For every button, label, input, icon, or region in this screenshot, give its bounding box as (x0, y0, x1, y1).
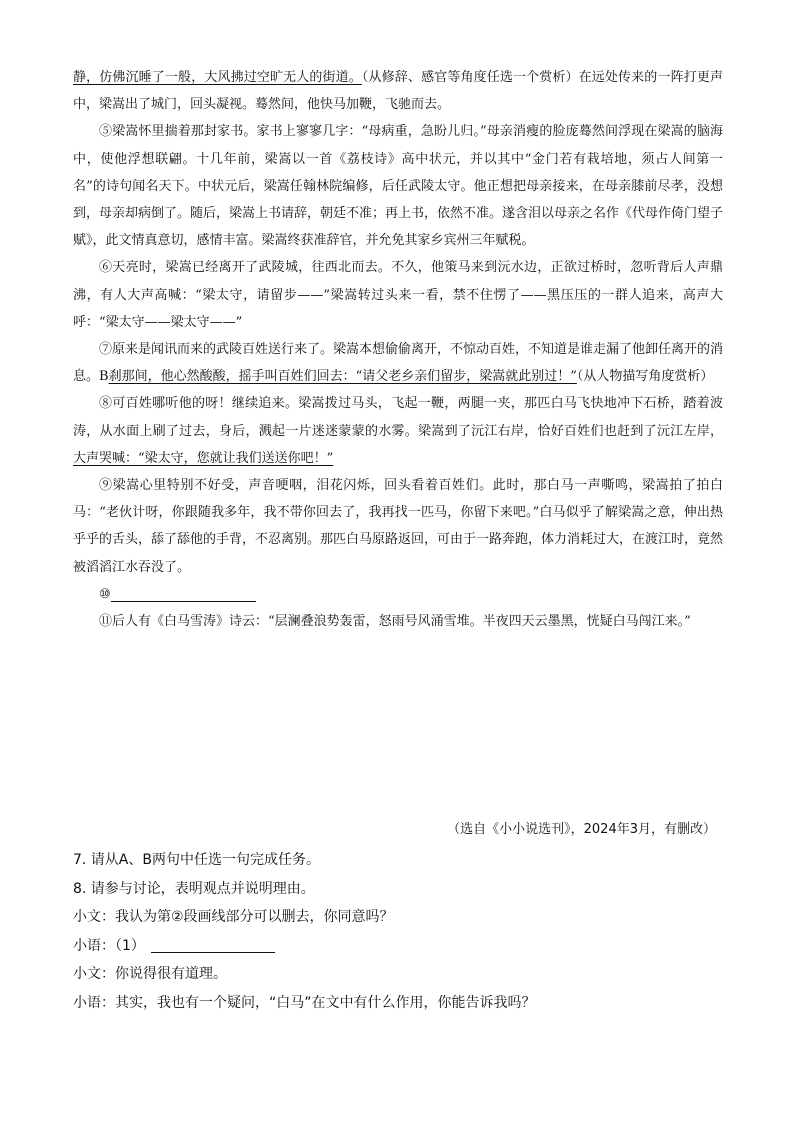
dialogue-line: 小语：其实，我也有一个疑问，“白马”在文中有什么作用，你能告诉我吗？ (73, 994, 536, 1011)
paragraph-10 (73, 581, 723, 608)
paragraph-number: ⑩ (99, 586, 111, 602)
paragraph-5: ⑤梁嵩怀里揣着那封家书。家书上寥寥几字：“母病重，急盼儿归。”母亲消瘦的脸庞蓦然间浮现在梁嵩的脑海中，使他浮想联翩。十几年前，梁嵩以一首《荔枝诗》高中状元，并以其中“金门若有栽培地，须占人间第一名”的诗句闻名天下。中状元后，梁嵩任翰林院编修，后任武陵太守。他正想把母亲接来，在母亲膝前尽孝，没想到，母亲却病倒了。随后，梁嵩上书请辞，朝廷不准；再上书，依然不准。遂含泪以母亲之名作《代母作倚门望子赋》，此文情真意切，感情丰富。梁嵩终获准辞官，并允免其家乡宾州三年赋税。 (73, 124, 724, 249)
underlined-sentence: 大声哭喊：“梁太守，您就让我们送送你吧！” (73, 450, 334, 466)
answer-label: 小语：（1） (73, 937, 145, 954)
paragraph-text: ⑧可百姓哪听他的呀！继续追来。梁嵩拨过马头，飞起一鞭，两腿一夹，那匹白马飞快地冲下石桥，踏着波涛，从水面上刷了过去，身后，溅起一片迷迷蒙蒙的水雾。梁嵩到了沅江右岸，恰好百姓们也赶到了沅江左岸， (73, 396, 723, 439)
dialogue-line: 小文：你说得很有道理。 (73, 966, 227, 983)
paragraph-9: ⑨梁嵩心里特别不好受，声音哽咽，泪花闪烁，回头看着百姓们。此时，那白马一声嘶鸣，梁嵩拍了拍白马：“老伙计呀，你跟随我多年，我不带你回去了，我再找一匹马，你留下来吧。”白马似乎了解梁嵩之意，伸出热乎乎的舌头，舔了舔他的手背，不忍离别。那匹白马原路返回，可由于一路奔跑，体力消耗过大，在渡江时，竟然被滔滔江水吞没了。 (73, 478, 724, 575)
fill-in-blank[interactable] (111, 587, 256, 602)
questions-section (73, 846, 723, 1018)
paragraph-11: ⑪后人有《白马雪涛》诗云：“层澜叠浪势轰雷，怒雨号风涌雪堆。半夜四天云墨黑，恍疑白马闯江来。” (99, 614, 691, 630)
underlined-sentence-a: 静，仿佛沉睡了一般，大风拂过空旷无人的街道。 (73, 70, 362, 85)
answer-blank[interactable] (151, 938, 275, 953)
paragraph-4-end (73, 64, 723, 118)
source-citation: （选自《小小说选刊》，2024年3月，有删改） (447, 822, 716, 837)
question-8: 8. 请参与讨论，表明观点并说明理由。 (73, 880, 315, 897)
dialogue-line: 小文：我认为第②段画线部分可以删去，你同意吗？ (73, 909, 394, 926)
story-text (73, 64, 723, 635)
underlined-sentence-b: 刹那间，他心然酸酸，摇手叫百姓们回去：“请父老乡亲们留步，梁嵩就此别过！” (108, 369, 577, 385)
paragraph-7 (73, 336, 723, 390)
dialogue-line-answer (73, 932, 723, 961)
paragraph-text: （从人物描写角度赏析） (576, 369, 714, 385)
paragraph-text: ⑦原来是闻讯而来的武陵百姓送行来了。梁嵩本想偷偷离开，不惊动百姓，不知道是谁走漏了他卸任离开的消息。B (73, 342, 724, 385)
paragraph-8 (73, 390, 723, 472)
paragraph-6: ⑥天亮时，梁嵩已经离开了武陵城，往西北而去。不久，他策马来到沅水边，正欲过桥时，忽听背后人声鼎沸，有人大声高喊：“梁太守，请留步——”梁嵩转过头来一看，禁不住愣了——黑压压的一群人追来，高声大呼：“梁太守——梁太守——” (73, 260, 723, 330)
paragraph-text: （从修辞、感官等角度任选一个赏析）在远处传来的一阵打更声中，梁嵩出了城门，回头凝视。蓦然间，他快马加鞭，飞驰而去。 (73, 70, 723, 113)
question-7: 7. 请从A、B两句中任选一句完成任务。 (73, 852, 320, 868)
